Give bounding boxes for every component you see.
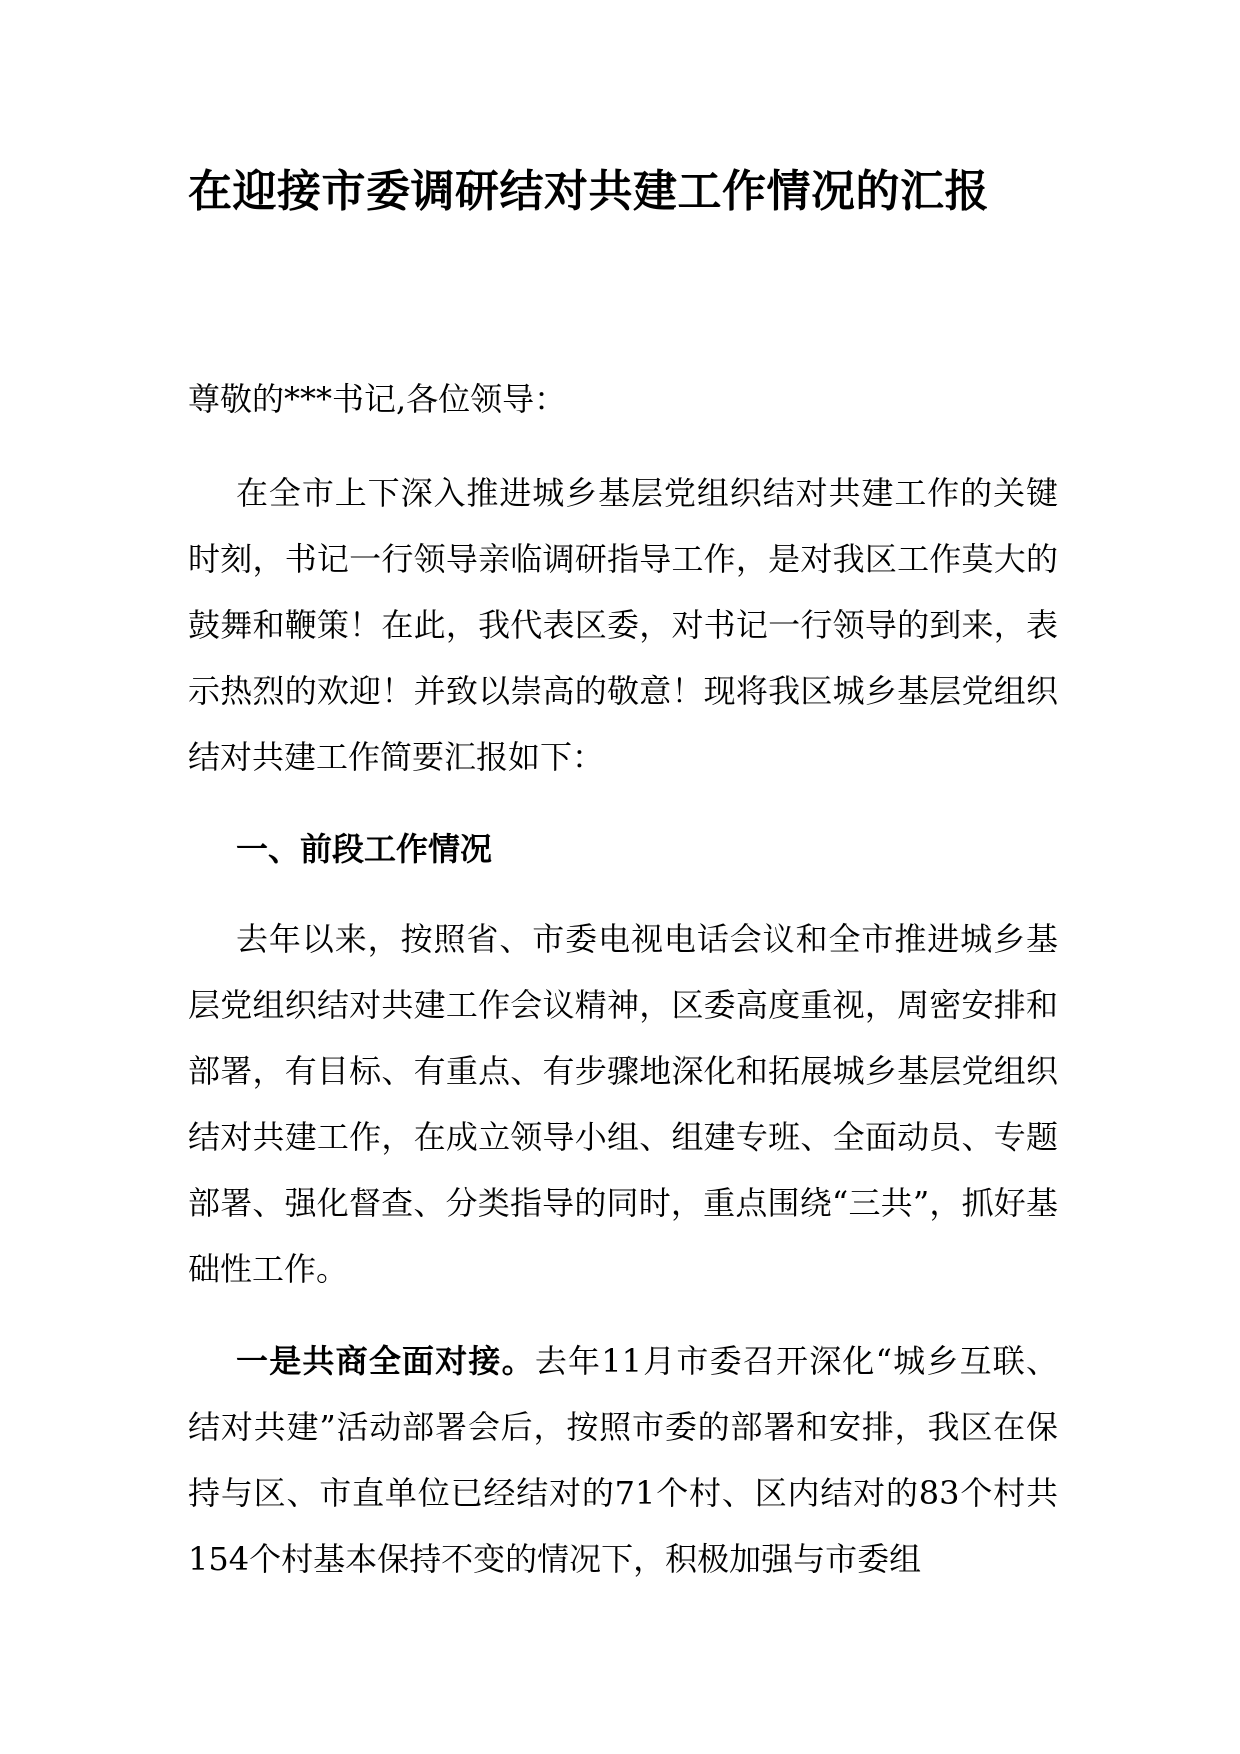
intro-paragraph: 在全市上下深入推进城乡基层党组织结对共建工作的关键时刻，书记一行领导亲临调研指导工作，是对我区工作莫大的鼓舞和鞭策！在此，我代表区委，对书记一行领导的到来，表示热烈的欢迎！并致以崇高的敬意！现将我区城乡基层党组织结对共建工作简要汇报如下： (188, 474, 1058, 776)
section-heading: 一、前段工作情况 (236, 830, 493, 868)
section-paragraph: 去年以来，按照省、市委电视电话会议和全市推进城乡基层党组织结对共建工作会议精神，区委高度重视，周密安排和部署，有目标、有重点、有步骤地深化和拓展城乡基层党组织结对共建工作，在成立领导小组、组建专班、全面动员、专题部署、强化督查、分类指导的同时，重点围绕“三共”，抓好基础性工作。 (188, 920, 1058, 1288)
document-title: 在迎接市委调研结对共建工作情况的汇报 (188, 166, 989, 217)
point-text: 去年11月市委召开深化“城乡互联、结对共建”活动部署会后，按照市委的部署和安排，我区在保持与区、市直单位已经结对的71个村、区内结对的83个村共154个村基本保持不变的情况下，积极加强与市委组 (188, 1342, 1058, 1578)
point-lead: 一是共商全面对接。 (236, 1342, 535, 1380)
salutation: 尊敬的***书记,各位领导： (188, 380, 567, 418)
document-body (188, 366, 1058, 1618)
point-paragraph (188, 1328, 1058, 1592)
